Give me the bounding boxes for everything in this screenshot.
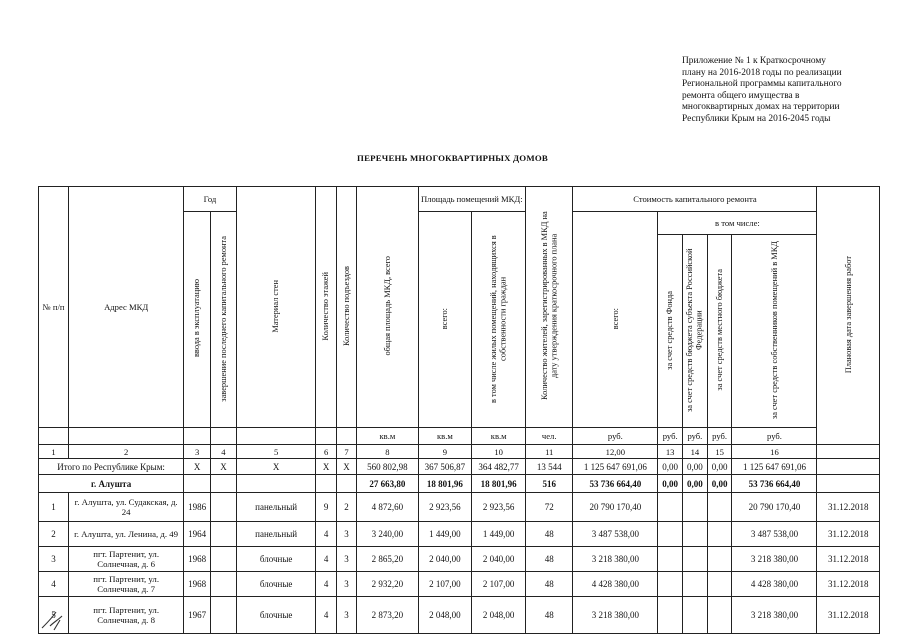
- subtotal-cell: 53 736 664,40: [732, 475, 817, 493]
- total-row: [39, 459, 880, 475]
- row-residential: 1 449,00: [472, 522, 526, 547]
- unit-cell: руб.: [707, 428, 732, 445]
- row-address: пгт. Партенит, ул. Солнечная, д. 6: [69, 547, 184, 572]
- total-cell: 1 125 647 691,06: [573, 459, 658, 475]
- appendix-line: Приложение № 1 к Краткосрочному: [682, 56, 826, 66]
- row-entrances: 2: [336, 493, 356, 522]
- row-floors: 4: [316, 572, 336, 597]
- row-residents: 48: [526, 597, 573, 634]
- unit-cell: кв.м: [472, 428, 526, 445]
- table-row: [39, 572, 880, 597]
- column-number: 12,00: [573, 445, 658, 459]
- column-number: 5: [236, 445, 316, 459]
- row-owners: 3 218 380,00: [732, 547, 817, 572]
- row-num: 1: [39, 493, 69, 522]
- row-owners: 3 218 380,00: [732, 597, 817, 634]
- appendix-line: ремонта общего имущества в: [682, 90, 800, 101]
- row-address: пгт. Партенит, ул. Солнечная, д. 8: [69, 597, 184, 634]
- appendix-note: [682, 56, 892, 126]
- total-cell: 560 802,98: [357, 459, 418, 475]
- row-owners: 20 790 170,40: [732, 493, 817, 522]
- row-cost: 20 790 170,40: [573, 493, 658, 522]
- header-num: № п/п: [39, 187, 69, 428]
- total-cell: 367 506,87: [418, 459, 472, 475]
- header-cost-regional: за счет средств бюджета субъекта Российской Федерации: [683, 235, 708, 428]
- row-num: 2: [39, 522, 69, 547]
- column-number: 14: [683, 445, 708, 459]
- column-number-row: [39, 445, 880, 459]
- header-residents: Количество жителей, зарегистрированных в МКД на дату утверждения краткосрочного плана: [526, 187, 573, 428]
- row-date: 31.12.2018: [817, 493, 880, 522]
- row-floors: 4: [316, 522, 336, 547]
- row-date: 31.12.2018: [817, 522, 880, 547]
- column-number: 16: [732, 445, 817, 459]
- subtotal-cell: 53 736 664,40: [573, 475, 658, 493]
- unit-cell: кв.м: [418, 428, 472, 445]
- row-owners: 4 428 380,00: [732, 572, 817, 597]
- header-cost: Стоимость капитального ремонта: [573, 187, 817, 212]
- subtotal-row: [39, 475, 880, 493]
- row-residential: 2 923,56: [472, 493, 526, 522]
- row-premises: 2 040,00: [418, 547, 472, 572]
- row-floors: 4: [316, 597, 336, 634]
- header-year-commission: ввода в эксплуатацию: [184, 212, 211, 428]
- row-residents: 48: [526, 547, 573, 572]
- row-area: 2 932,20: [357, 572, 418, 597]
- row-residents: 48: [526, 522, 573, 547]
- subtotal-cell: 18 801,96: [418, 475, 472, 493]
- header-entrances: Количество подъездов: [336, 187, 356, 428]
- row-wall: панельный: [236, 493, 316, 522]
- total-cell: 1 125 647 691,06: [732, 459, 817, 475]
- signature-mark: [40, 608, 70, 632]
- total-cell: 0,00: [707, 459, 732, 475]
- column-number: 10: [472, 445, 526, 459]
- header-address: Адрес МКД: [69, 187, 184, 428]
- row-floors: 9: [316, 493, 336, 522]
- appendix-line: плану на 2016-2018 годы по реализации: [682, 67, 842, 78]
- subtotal-cell: 0,00: [658, 475, 683, 493]
- header-year-last-repair: завершение последнего капитального ремонта: [211, 212, 237, 428]
- row-num: 4: [39, 572, 69, 597]
- row-date: 31.12.2018: [817, 547, 880, 572]
- row-entrances: 3: [336, 597, 356, 634]
- document-title: ПЕРЕЧЕНЬ МНОГОКВАРТИРНЫХ ДОМОВ: [357, 153, 548, 163]
- subtotal-label: г. Алушта: [39, 475, 184, 493]
- column-number: 2: [69, 445, 184, 459]
- header-year: Год: [184, 187, 237, 212]
- table-row: [39, 493, 880, 522]
- total-cell: 364 482,77: [472, 459, 526, 475]
- row-residents: 72: [526, 493, 573, 522]
- row-date: 31.12.2018: [817, 597, 880, 634]
- row-wall: блочные: [236, 547, 316, 572]
- header-floors: Количество этажей: [316, 187, 336, 428]
- appendix-line: многоквартирных домах на территории: [682, 102, 840, 113]
- unit-cell: руб.: [658, 428, 683, 445]
- row-address: пгт. Партенит, ул. Солнечная, д. 7: [69, 572, 184, 597]
- subtotal-cell: 0,00: [707, 475, 732, 493]
- table-row: [39, 522, 880, 547]
- header-cost-total: всего:: [573, 212, 658, 428]
- column-number: 1: [39, 445, 69, 459]
- total-cell: 0,00: [683, 459, 708, 475]
- row-year: 1986: [184, 493, 211, 522]
- header-total-area: общая площадь МКД, всего: [357, 187, 418, 428]
- row-area: 3 240,00: [357, 522, 418, 547]
- subtotal-cell: 0,00: [683, 475, 708, 493]
- unit-cell: руб.: [683, 428, 708, 445]
- total-cell: X: [211, 459, 237, 475]
- row-residents: 48: [526, 572, 573, 597]
- row-premises: 2 923,56: [418, 493, 472, 522]
- total-cell: X: [316, 459, 336, 475]
- row-residential: 2 107,00: [472, 572, 526, 597]
- row-floors: 4: [316, 547, 336, 572]
- header-wall-material: Материал стен: [236, 187, 316, 428]
- column-number: 4: [211, 445, 237, 459]
- row-area: 2 873,20: [357, 597, 418, 634]
- header-cost-fund: за счет средств Фонда: [658, 235, 683, 428]
- row-year: 1968: [184, 572, 211, 597]
- total-label: Итого по Республике Крым:: [39, 459, 184, 475]
- row-residential: 2 040,00: [472, 547, 526, 572]
- column-number: 11: [526, 445, 573, 459]
- row-wall: блочные: [236, 597, 316, 634]
- header-premises-total: всего:: [418, 212, 472, 428]
- row-year: 1967: [184, 597, 211, 634]
- row-year: 1968: [184, 547, 211, 572]
- unit-row: [39, 428, 880, 445]
- row-num: 3: [39, 547, 69, 572]
- row-cost: 3 218 380,00: [573, 547, 658, 572]
- unit-cell: руб.: [732, 428, 817, 445]
- row-wall: блочные: [236, 572, 316, 597]
- column-number: 3: [184, 445, 211, 459]
- unit-cell: чел.: [526, 428, 573, 445]
- subtotal-cell: 27 663,80: [357, 475, 418, 493]
- table-row: [39, 597, 880, 634]
- unit-cell: руб.: [573, 428, 658, 445]
- column-number: 7: [336, 445, 356, 459]
- row-cost: 4 428 380,00: [573, 572, 658, 597]
- column-number: 8: [357, 445, 418, 459]
- column-number: 9: [418, 445, 472, 459]
- appendix-line: Республики Крым на 2016-2045 годы: [682, 113, 831, 124]
- row-premises: 1 449,00: [418, 522, 472, 547]
- header-cost-including: в том числе:: [658, 212, 817, 235]
- total-cell: X: [236, 459, 316, 475]
- header-planned-date: Плановая дата завершения работ: [817, 187, 880, 445]
- header-premises-area: Площадь помещений МКД:: [418, 187, 526, 212]
- unit-cell: кв.м: [357, 428, 418, 445]
- column-number: 13: [658, 445, 683, 459]
- total-cell: X: [184, 459, 211, 475]
- row-residential: 2 048,00: [472, 597, 526, 634]
- row-num: 5: [39, 597, 69, 634]
- row-area: 4 872,60: [357, 493, 418, 522]
- row-year: 1964: [184, 522, 211, 547]
- total-cell: 0,00: [658, 459, 683, 475]
- header-premises-residential: в том числе жилых помещений, находящихся в собственности граждан: [472, 212, 526, 428]
- total-cell: X: [336, 459, 356, 475]
- table-row: [39, 547, 880, 572]
- row-entrances: 3: [336, 572, 356, 597]
- row-address: г. Алушта, ул. Судакская, д. 24: [69, 493, 184, 522]
- subtotal-cell: 18 801,96: [472, 475, 526, 493]
- row-cost: 3 218 380,00: [573, 597, 658, 634]
- column-number: 15: [707, 445, 732, 459]
- row-area: 2 865,20: [357, 547, 418, 572]
- row-premises: 2 107,00: [418, 572, 472, 597]
- row-entrances: 3: [336, 547, 356, 572]
- column-number: 6: [316, 445, 336, 459]
- row-wall: панельный: [236, 522, 316, 547]
- appendix-line: Региональной программы капитального: [682, 79, 842, 90]
- row-owners: 3 487 538,00: [732, 522, 817, 547]
- registry-table: [38, 186, 880, 634]
- row-premises: 2 048,00: [418, 597, 472, 634]
- header-cost-owners: за счет средств собственников помещений в МКД: [732, 235, 817, 428]
- total-cell: 13 544: [526, 459, 573, 475]
- header-cost-local: за счет средств местного бюджета: [707, 235, 732, 428]
- row-cost: 3 487 538,00: [573, 522, 658, 547]
- row-address: г. Алушта, ул. Ленина, д. 49: [69, 522, 184, 547]
- row-date: 31.12.2018: [817, 572, 880, 597]
- subtotal-cell: 516: [526, 475, 573, 493]
- row-entrances: 3: [336, 522, 356, 547]
